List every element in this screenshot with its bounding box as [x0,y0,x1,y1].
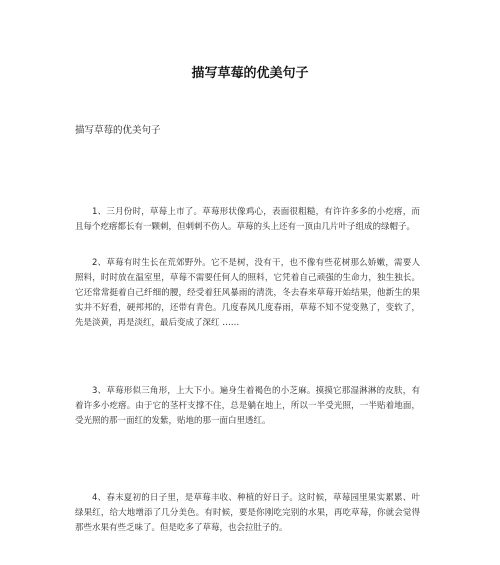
document-subtitle: 描写草莓的优美句子 [75,125,161,136]
paragraph-4: 4、春末夏初的日子里，是草莓丰收、种植的好日子。这时候，草莓园里果实累累、叶绿果红，给大地增添了几分美色。有时候，要是你刚吃完别的水果，再吃草莓，你就会觉得那些水果有些乏味了。但是吃多了草莓，也会拉肚子的。 [75,493,420,533]
paragraph-1: 1、三月份时，草莓上市了。草莓形状像鸡心，表面很粗糙，有许许多多的小疙瘩，而且每个疙瘩都长有一颗刺，但刺刺不伤人。草莓的头上还有一顶由几片叶子组成的绿帽子。 [75,207,420,232]
document-title: 描写草莓的优美句子 [191,66,309,81]
paragraph-2: 2、草莓有时生长在荒郊野外。它不是树，没有干，也不像有些花树那么娇嫩，需要人照料，时时放在温室里，草莓不需要任何人的照料，它凭着自己顽强的生命力，独生独长。它还常常挺着自己纤细的腰，经受着狂风暴雨的清洗，冬去春来草莓开始结果，他新生的果实并不好看，硬邦邦的，还带有青色。几度春风几度春雨，草莓不知不觉变熟了，变软了，先是淡黄，再是淡红，最后变成了深红 …… [75,258,420,328]
paragraph-3: 3、草莓形似三角形，上大下小。遍身生着褐色的小芝麻。摸摸它那湿淋淋的皮肤，有着许多小疙瘩。由于它的茎杆支撑不住，总是躺在地上，所以一半受光照，一半贴着地面，受光照的那一面红的发紫，贴地的那一面白里透红。 [75,386,420,426]
